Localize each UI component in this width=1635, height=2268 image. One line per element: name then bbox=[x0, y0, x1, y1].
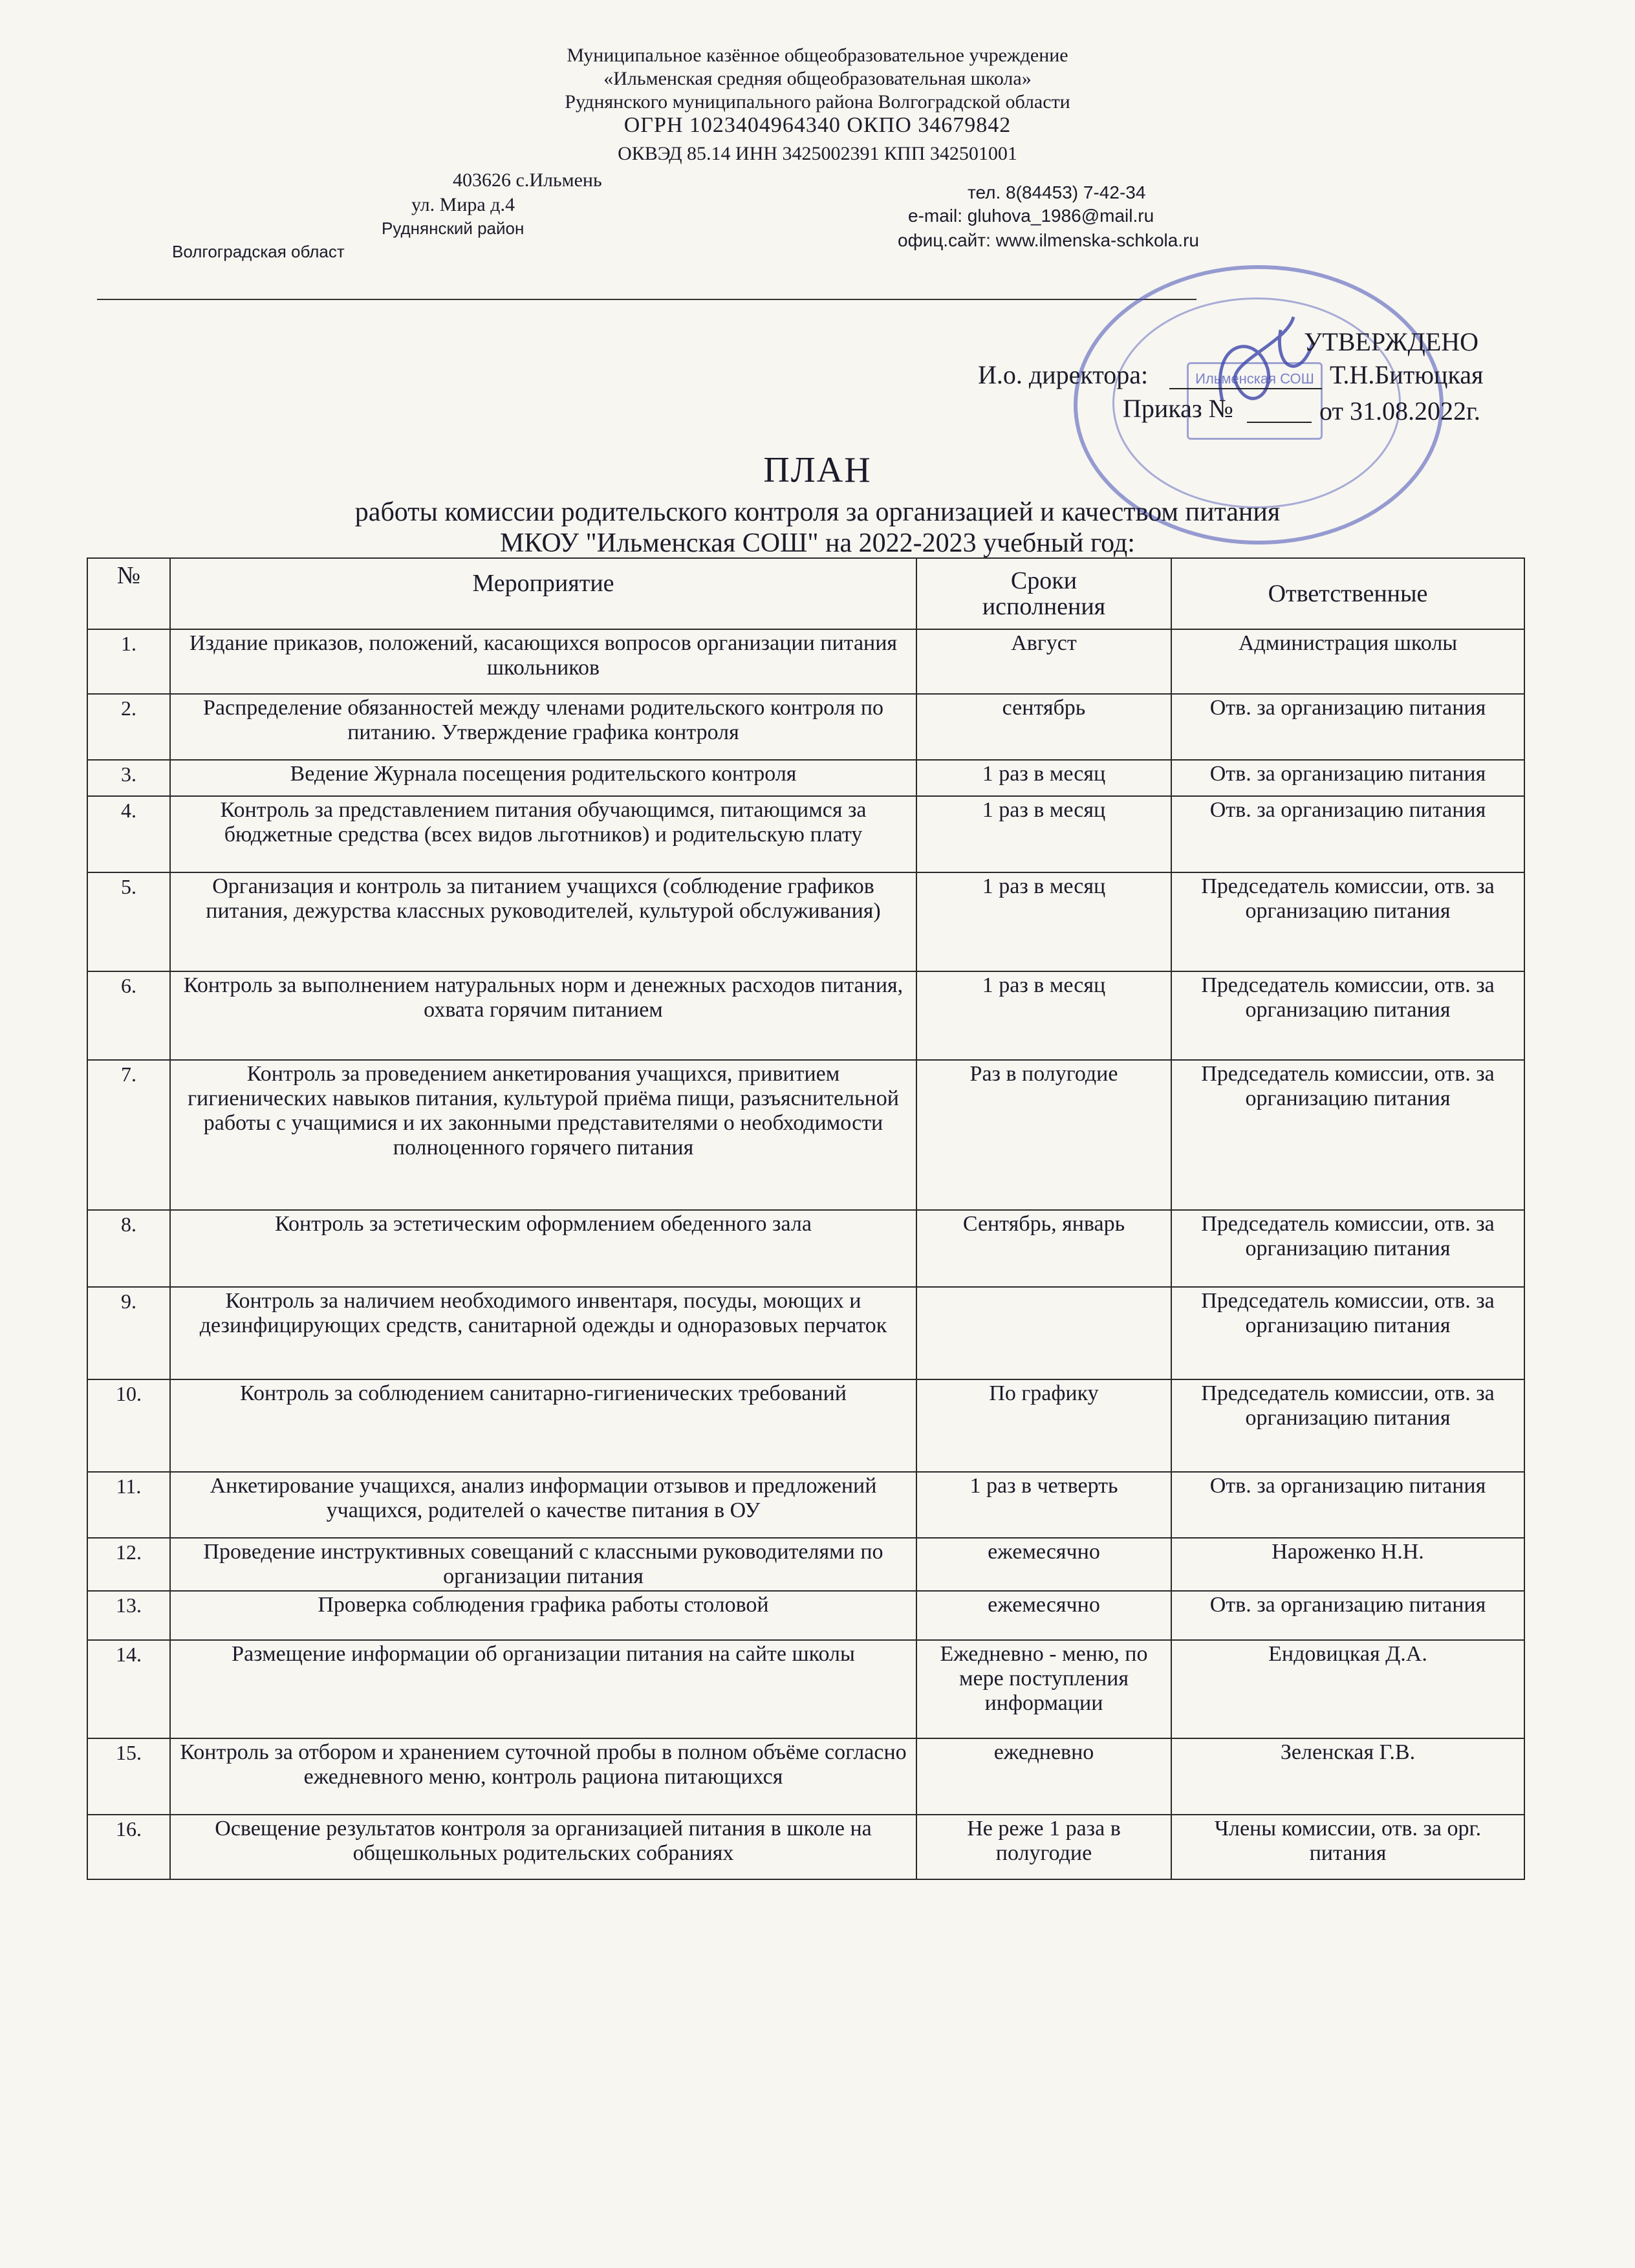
district-line: Руднянского муниципального района Волгоградской области bbox=[565, 91, 1070, 113]
table-row bbox=[87, 1287, 1524, 1379]
row-number: 2. bbox=[87, 694, 170, 760]
table-row bbox=[87, 694, 1524, 760]
row-responsible: Председатель комиссии, отв. за организацию питания bbox=[1171, 971, 1524, 1060]
col-header-num: № bbox=[87, 558, 170, 629]
table-row bbox=[87, 1379, 1524, 1472]
address-street: ул. Мира д.4 bbox=[411, 194, 515, 215]
row-responsible: Ендовицкая Д.А. bbox=[1171, 1640, 1524, 1738]
row-responsible: Председатель комиссии, отв. за организацию питания bbox=[1171, 872, 1524, 971]
row-deadline: 1 раз в четверть bbox=[916, 1472, 1171, 1538]
row-event: Размещение информации об организации питания на сайте школы bbox=[170, 1640, 916, 1738]
row-deadline: ежемесячно bbox=[916, 1538, 1171, 1591]
row-event: Организация и контроль за питанием учащихся (соблюдение графиков питания, дежурства классных руководителей, культурой обслуживания) bbox=[170, 872, 916, 971]
row-responsible: Председатель комиссии, отв. за организацию питания bbox=[1171, 1379, 1524, 1472]
row-event: Проведение инструктивных совещаний с классными руководителями по организации питания bbox=[170, 1538, 916, 1591]
row-number: 16. bbox=[87, 1815, 170, 1879]
org-name-line: Муниципальное казённое общеобразовательное учреждение bbox=[567, 45, 1068, 66]
address-region: Волгоградская област bbox=[172, 242, 345, 261]
table-row bbox=[87, 872, 1524, 971]
row-event: Контроль за проведением анкетирования учащихся, привитием гигиенических навыков питания, культурой приёма пищи, разъяснительной работы с учащимися и их законными представителями о необходимости полноценного горячего питания bbox=[170, 1060, 916, 1210]
row-deadline: Раз в полугодие bbox=[916, 1060, 1171, 1210]
table-row bbox=[87, 629, 1524, 694]
school-seal-center: Ильменская СОШ bbox=[1187, 362, 1323, 440]
row-number: 11. bbox=[87, 1472, 170, 1538]
row-responsible: Отв. за организацию питания bbox=[1171, 796, 1524, 872]
row-deadline: Август bbox=[916, 629, 1171, 694]
row-responsible: Председатель комиссии, отв. за организацию питания bbox=[1171, 1287, 1524, 1379]
approval-title: УТВЕРЖДЕНО bbox=[1304, 327, 1479, 356]
row-deadline: Ежедневно - меню, по мере поступления информации bbox=[916, 1640, 1171, 1738]
signature-line bbox=[1169, 388, 1322, 389]
row-deadline: По графику bbox=[916, 1379, 1171, 1472]
row-deadline: сентябрь bbox=[916, 694, 1171, 760]
table-row bbox=[87, 1538, 1524, 1591]
row-event: Ведение Журнала посещения родительского контроля bbox=[170, 760, 916, 796]
school-name-line: «Ильменская средняя общеобразовательная школа» bbox=[603, 68, 1032, 89]
row-number: 12. bbox=[87, 1538, 170, 1591]
row-number: 13. bbox=[87, 1591, 170, 1640]
row-responsible: Отв. за организацию питания bbox=[1171, 1591, 1524, 1640]
col-header-responsible: Ответственные bbox=[1171, 558, 1524, 629]
table-row bbox=[87, 1640, 1524, 1738]
row-number: 9. bbox=[87, 1287, 170, 1379]
phone: тел. 8(84453) 7-42-34 bbox=[968, 182, 1146, 202]
order-date: от 31.08.2022г. bbox=[1319, 396, 1480, 426]
official-site: офиц.сайт: www.ilmenska-schkola.ru bbox=[898, 230, 1199, 250]
row-responsible: Зеленская Г.В. bbox=[1171, 1738, 1524, 1815]
row-event: Контроль за наличием необходимого инвентаря, посуды, моющих и дезинфицирующих средств, санитарной одежды и одноразовых перчаток bbox=[170, 1287, 916, 1379]
page-title: ПЛАН bbox=[763, 450, 872, 490]
table-row bbox=[87, 971, 1524, 1060]
row-responsible: Председатель комиссии, отв. за организацию питания bbox=[1171, 1210, 1524, 1287]
row-deadline: 1 раз в месяц bbox=[916, 872, 1171, 971]
row-responsible: Члены комиссии, отв. за орг. питания bbox=[1171, 1815, 1524, 1879]
row-responsible: Отв. за организацию питания bbox=[1171, 694, 1524, 760]
row-event: Контроль за отбором и хранением суточной пробы в полном объёме согласно ежедневного меню, контроль рациона питающихся bbox=[170, 1738, 916, 1815]
row-number: 10. bbox=[87, 1379, 170, 1472]
order-number-line bbox=[1247, 422, 1312, 423]
row-event: Освещение результатов контроля за организацией питания в школе на общешкольных родительских собраниях bbox=[170, 1815, 916, 1879]
plan-table bbox=[87, 557, 1525, 1880]
table-row bbox=[87, 1210, 1524, 1287]
email: e-mail: gluhova_1986@mail.ru bbox=[908, 206, 1154, 226]
table-row bbox=[87, 1060, 1524, 1210]
row-event: Контроль за эстетическим оформлением обеденного зала bbox=[170, 1210, 916, 1287]
col-header-deadline: Сроки исполнения bbox=[916, 558, 1171, 629]
row-deadline: ежемесячно bbox=[916, 1591, 1171, 1640]
row-responsible: Отв. за организацию питания bbox=[1171, 760, 1524, 796]
row-responsible: Администрация школы bbox=[1171, 629, 1524, 694]
order-number-label: Приказ № bbox=[1123, 394, 1233, 423]
row-responsible: Нароженко Н.Н. bbox=[1171, 1538, 1524, 1591]
row-number: 5. bbox=[87, 872, 170, 971]
row-event: Проверка соблюдения графика работы столовой bbox=[170, 1591, 916, 1640]
row-number: 6. bbox=[87, 971, 170, 1060]
row-number: 15. bbox=[87, 1738, 170, 1815]
address-index: 403626 с.Ильмень bbox=[453, 169, 602, 191]
row-number: 3. bbox=[87, 760, 170, 796]
row-deadline bbox=[916, 1287, 1171, 1379]
table-header-row bbox=[87, 558, 1524, 629]
row-event: Контроль за представлением питания обучающимся, питающимся за бюджетные средства (всех видов льготников) и родительскую плату bbox=[170, 796, 916, 872]
row-deadline: Сентябрь, январь bbox=[916, 1210, 1171, 1287]
table-row bbox=[87, 1738, 1524, 1815]
table-row bbox=[87, 1815, 1524, 1879]
row-event: Анкетирование учащихся, анализ информации отзывов и предложений учащихся, родителей о качестве питания в ОУ bbox=[170, 1472, 916, 1538]
row-responsible: Отв. за организацию питания bbox=[1171, 1472, 1524, 1538]
row-number: 8. bbox=[87, 1210, 170, 1287]
row-deadline: 1 раз в месяц bbox=[916, 796, 1171, 872]
ogrn-line: ОГРН 1023404964340 ОКПО 34679842 bbox=[623, 113, 1012, 137]
col-header-event: Мероприятие bbox=[170, 558, 916, 629]
row-responsible: Председатель комиссии, отв. за организацию питания bbox=[1171, 1060, 1524, 1210]
row-event: Издание приказов, положений, касающихся вопросов организации питания школьников bbox=[170, 629, 916, 694]
row-number: 1. bbox=[87, 629, 170, 694]
page-subtitle: работы комиссии родительского контроля за организацией и качеством питания bbox=[354, 497, 1281, 527]
row-event: Распределение обязанностей между членами родительского контроля по питанию. Утверждение графика контроля bbox=[170, 694, 916, 760]
director-name: Т.Н.Битюцкая bbox=[1330, 360, 1484, 389]
row-deadline: 1 раз в месяц bbox=[916, 760, 1171, 796]
row-number: 4. bbox=[87, 796, 170, 872]
page-subtitle-year: МКОУ "Ильменская СОШ" на 2022-2023 учебный год: bbox=[500, 528, 1135, 558]
table-row bbox=[87, 1591, 1524, 1640]
row-deadline: 1 раз в месяц bbox=[916, 971, 1171, 1060]
header-divider bbox=[97, 299, 1196, 300]
acting-director-label: И.о. директора: bbox=[978, 360, 1149, 389]
table-row bbox=[87, 1472, 1524, 1538]
row-deadline: Не реже 1 раза в полугодие bbox=[916, 1815, 1171, 1879]
table-row bbox=[87, 796, 1524, 872]
row-number: 7. bbox=[87, 1060, 170, 1210]
codes-line: ОКВЭД 85.14 ИНН 3425002391 КПП 342501001 bbox=[618, 143, 1017, 164]
table-row bbox=[87, 760, 1524, 796]
row-number: 14. bbox=[87, 1640, 170, 1738]
row-deadline: ежедневно bbox=[916, 1738, 1171, 1815]
row-event: Контроль за выполнением натуральных норм и денежных расходов питания, охвата горячим питанием bbox=[170, 971, 916, 1060]
address-district: Руднянский район bbox=[382, 219, 525, 238]
row-event: Контроль за соблюдением санитарно-гигиенических требований bbox=[170, 1379, 916, 1472]
